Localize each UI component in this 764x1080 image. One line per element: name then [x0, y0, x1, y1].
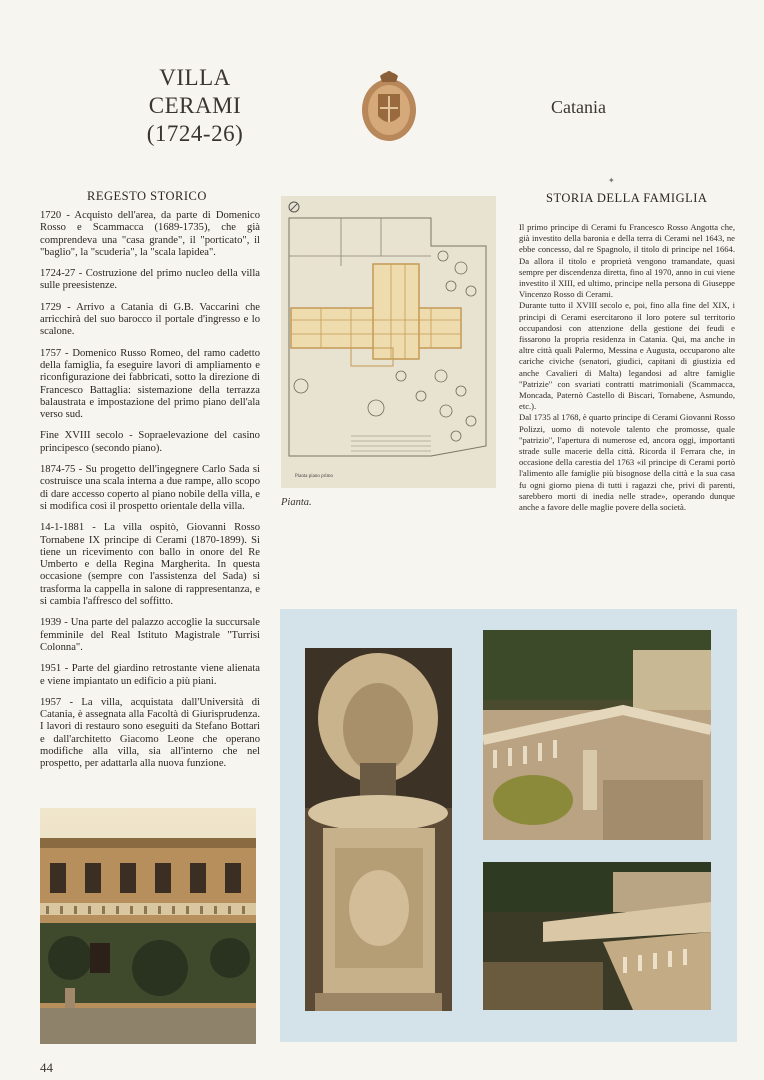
storia-paragraph: Dal 1735 al 1768, è quarto principe di Cerami Giovanni Rosso Polizzi, uomo di notevole talento che promosse, quale "patrizio", l'apertura di numerose ed, ancora oggi, importanti strade sulle macerie della città. Ricorda il Ferrara che, in occasione della carestia del 1763 «il principe di Cerami portò l'alimento alle famiglie più bisognose della città e la sua casa fu ogni giorno piena di tutti i ragazzi che, privi di parenti, sarebbero morti di inedia nelle strade», operando dunque anche a favore delle maglie povere della società. [519, 412, 735, 513]
terrace-staircase-photo [483, 630, 711, 840]
plan-inner-label: Pianta piano primo [295, 474, 334, 479]
coat-of-arms-icon [358, 66, 420, 144]
regesto-heading: REGESTO STORICO [87, 189, 207, 203]
storia-heading: STORIA DELLA FAMIGLIA [546, 191, 708, 205]
regesto-entry: 1951 - Parte del giardino retrostante viene alienata e viene impiantato un edificio a più piani. [40, 663, 260, 687]
title-line-2: CERAMI [148, 93, 242, 118]
regesto-entry: Fine XVIII secolo - Sopraelevazione del casino principesco (secondo piano). [40, 430, 260, 454]
garden-balustrade-photo [483, 862, 711, 1010]
regesto-entry: 1720 - Acquisto dell'area, da parte di Domenico Rosso e Scammacca (1689-1735), che già comprendeva una "casa grande", il "porticato", il "baglio", la "scuderia", la "scala lapidea". [40, 210, 260, 258]
floor-plan-image [281, 196, 496, 488]
storia-paragraph: Il primo principe di Cerami fu Francesco Rosso Angotta che, già investito della baronia e della terra di Cerami nel 1643, ne ebbe concesso, dal re Spagnolo, il titolo di principe nel 1664. Da allora il titolo e proprietà vengono tramandate, quasi sempre per discendenza diretta, fino al 1970, anno in cui viene investito il XIII, ed ultimo, principe nella persona di Giuseppe Vincenzo Rosso di Cerami. [519, 222, 735, 300]
villa-facade-photo [40, 808, 256, 1044]
regesto-entry: 1729 - Arrivo a Catania di G.B. Vaccarini che arricchirà del suo barocco il portale d'ingresso e lo scalone. [40, 301, 260, 338]
storia-text [519, 222, 735, 513]
floor-plan-drawing [281, 196, 496, 488]
page-number: 44 [40, 1060, 53, 1075]
decorative-mark-icon: ✦ [608, 176, 615, 185]
regesto-entry: 1957 - La villa, acquistata dall'Università di Catania, è assegnata alla Facoltà di Giurisprudenza. I lavori di restauro sono eseguiti da Stefano Bottari e dall'architetto Giacomo Leone che operano modifiche alla villa, sia all'interno che nel prospetto, per adattarla alla nuova funzione. [40, 696, 260, 770]
plan-caption: Pianta. [281, 497, 312, 508]
title-years: (1724-26) [146, 121, 244, 146]
regesto-entry: 1757 - Domenico Russo Romeo, del ramo cadetto della famiglia, fa eseguire lavori di ampliamento e riconfigurazione dei fabbricati, sotto la direzione di Francesco Battaglia: sistemazione della terrazza balaustrata e impostazione del primo piano dell'ala verso sud. [40, 347, 260, 421]
city-name: Catania [551, 97, 606, 117]
regesto-list [40, 210, 260, 780]
title-line-1: VILLA [159, 65, 231, 90]
regesto-entry: 14-1-1881 - La villa ospitò, Giovanni Rosso Tornabene IX principe di Cerami (1870-1899). Si tiene un ricevimento con ballo in onore del Re Umberto e della Regina Margherita. In questa occasione (sempre con l'assistenza del Sada) si trasforma la cappella in salone di rappresentanza, e si cambia l'affresco del soffitto. [40, 522, 260, 608]
regesto-entry: 1939 - Una parte del palazzo accoglie la succursale femminile del Real Istituto Magistrale "Turrisi Colonna". [40, 617, 260, 653]
page-title [120, 64, 270, 148]
fountain-photo [305, 648, 452, 1011]
regesto-entry: 1724-27 - Costruzione del primo nucleo della villa sulle preesistenze. [40, 268, 260, 292]
storia-paragraph: Durante tutto il XVIII secolo e, poi, fino alla fine del XIX, i principi di Cerami esercitarono il loro potere sul territorio occupandosi con attenzione della gestione dei feudi e fissarono la propria residenza in Catania. Qui, ma anche in altre città quali Palermo, Messina e Augusta, occuparono alte cariche civiche (senatori, giudici, capitani di giustizia ed anche Cavalieri di Malta) legandosi ad altre famiglie "Patrizie" con svariati contratti matrimoniali (Scammacca, Moncada, Paternò Castello di Biscari, Tornabene, Asmundo, etc.). [519, 300, 735, 412]
regesto-entry: 1874-75 - Su progetto dell'ingegnere Carlo Sada si costruisce una scala interna a due rampe, allo scopo di dare accesso coperto al piano nobile della villa, e si modifica così il prospetto orientale della villa. [40, 464, 260, 512]
